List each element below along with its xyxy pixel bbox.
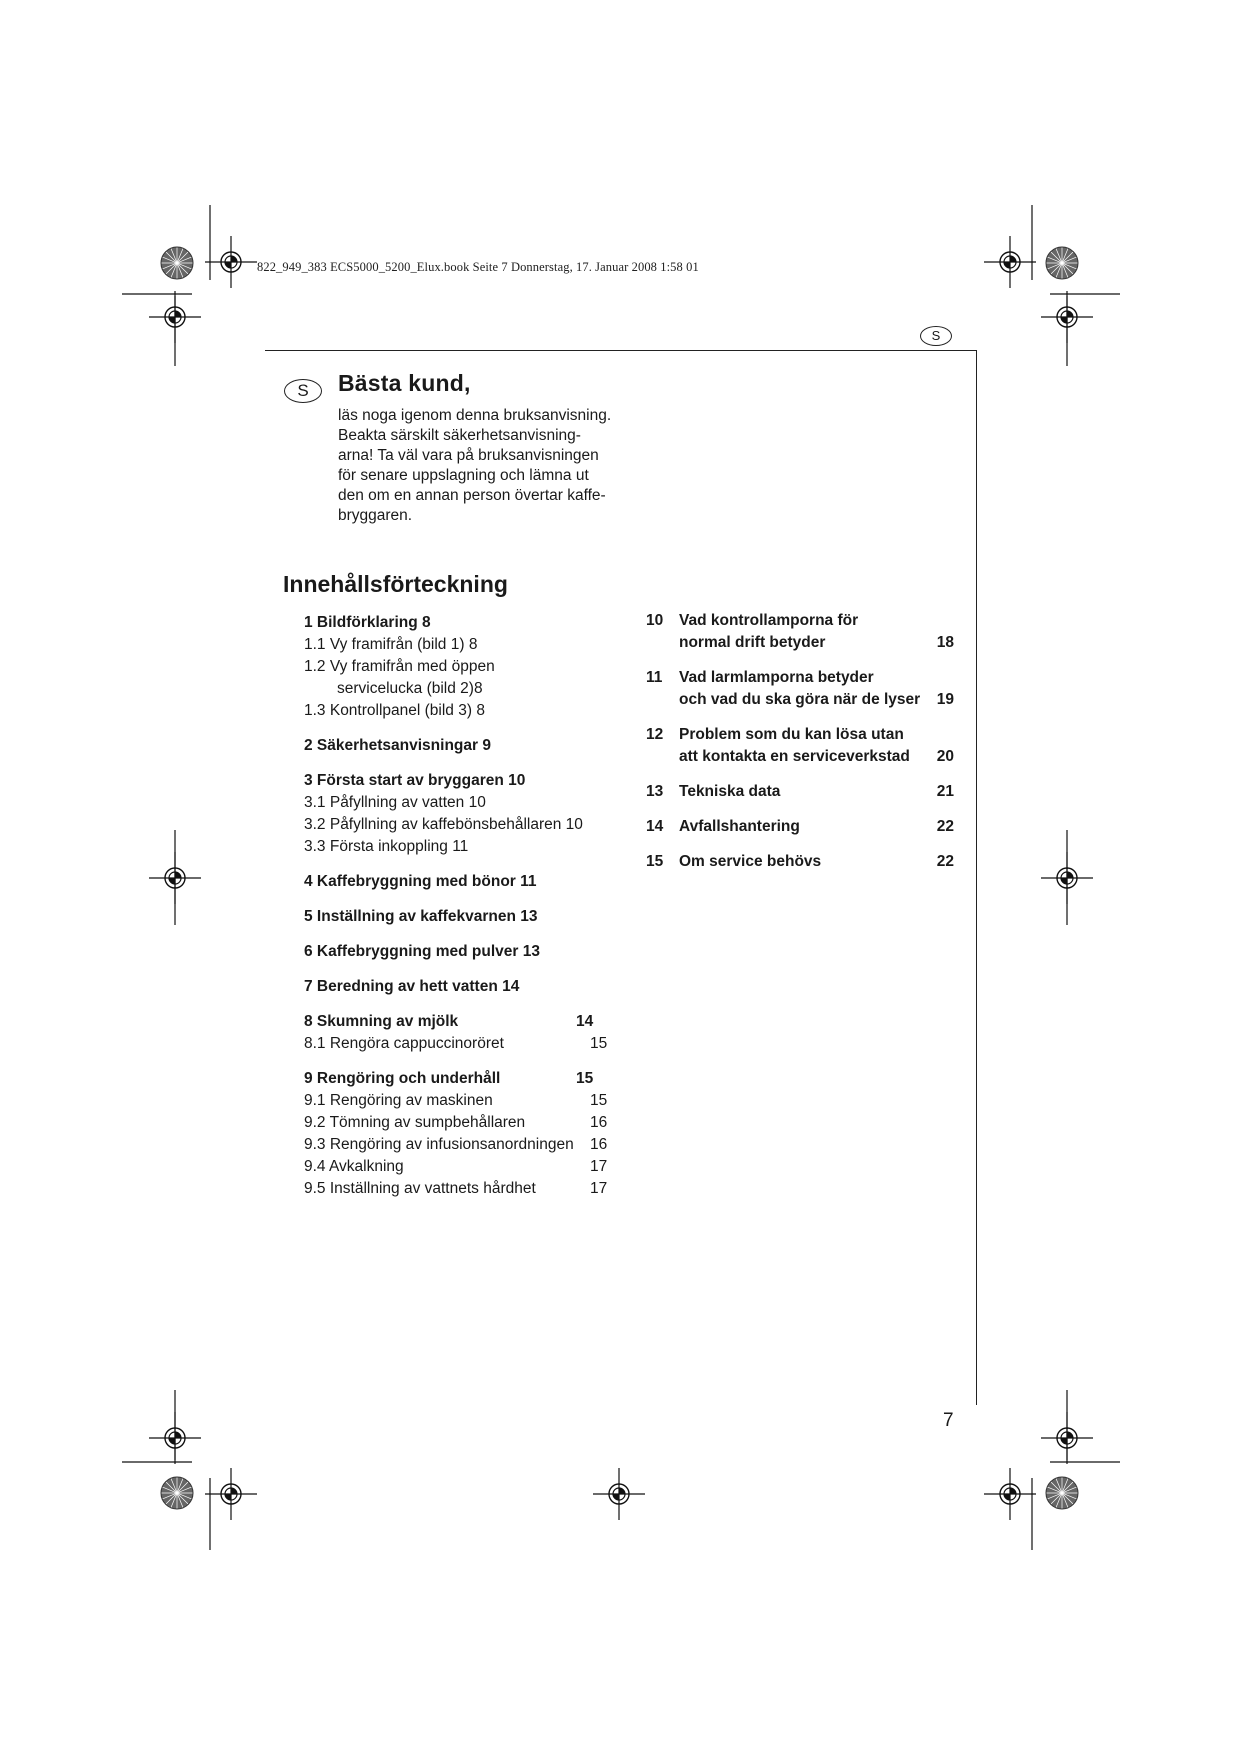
- toc-section: [304, 871, 606, 893]
- toc-entry-text: Problem som du kan lösa utan: [679, 726, 904, 743]
- toc-entry-page: 16: [590, 1114, 608, 1131]
- toc-entry-text: 9.3 Rengöring av infusionsanordningen: [304, 1136, 574, 1153]
- toc-title: Innehållsförteckning: [283, 571, 508, 597]
- toc-subsection: [304, 656, 606, 678]
- toc-entry-page: 15: [590, 1092, 608, 1109]
- toc-entry-text: 1 Bildförklaring 8: [304, 614, 431, 631]
- toc-subsection: [304, 1090, 606, 1112]
- toc-section: [304, 906, 606, 928]
- toc-subsection: [304, 634, 606, 656]
- toc-entry-text: 3.3 Första inkoppling 11: [304, 838, 469, 855]
- toc-entry-page: 17: [590, 1158, 608, 1175]
- toc-entry-page: 14: [576, 1013, 594, 1030]
- toc-entry-page: 18: [936, 634, 954, 651]
- toc-section: [304, 735, 606, 757]
- toc-entry-text: 6 Kaffebryggning med pulver 13: [304, 943, 540, 960]
- toc-entry-text: 1.1 Vy framifrån (bild 1) 8: [304, 636, 478, 653]
- toc-subsection: [304, 700, 606, 722]
- toc-entry-number: 12: [646, 726, 664, 743]
- toc-subsection: [304, 1033, 606, 1055]
- greeting-body: [338, 406, 628, 526]
- page-number: 7: [943, 1410, 954, 1431]
- toc-section: [304, 1011, 606, 1033]
- toc-entry-text: och vad du ska göra när de lyser: [679, 691, 921, 708]
- toc-entry-page: 22: [936, 818, 954, 835]
- toc-entry-text: 3.2 Påfyllning av kaffebönsbehållaren 10: [304, 816, 583, 833]
- toc-entry-text: 3 Första start av bryggaren 10: [304, 772, 526, 789]
- greeting-line: för senare uppslagning och lämna ut: [338, 467, 589, 484]
- toc-subsection: [304, 814, 606, 836]
- toc-left-column: [304, 612, 606, 1200]
- toc-subsection: [304, 678, 606, 700]
- greeting-title: Bästa kund,: [338, 370, 471, 396]
- greeting-line: bryggaren.: [338, 507, 413, 524]
- toc-entry-page: 15: [576, 1070, 594, 1087]
- toc-entry-text: att kontakta en serviceverkstad: [679, 748, 910, 765]
- toc-entry-text: 9.4 Avkalkning: [304, 1158, 404, 1175]
- greeting-line: den om en annan person övertar kaffe-: [338, 487, 606, 504]
- toc-entry-text: 1.3 Kontrollpanel (bild 3) 8: [304, 702, 485, 719]
- toc-entry-text: 3.1 Påfyllning av vatten 10: [304, 794, 486, 811]
- toc-subsection: [304, 1156, 606, 1178]
- toc-section: [304, 976, 606, 998]
- toc-entry-text: Vad larmlamporna betyder: [679, 669, 874, 686]
- toc-entry-page: 16: [590, 1136, 608, 1153]
- toc-entry-text: 9.2 Tömning av sumpbehållaren: [304, 1114, 526, 1131]
- toc-subsection: [304, 1178, 606, 1200]
- language-badge: S: [284, 379, 322, 403]
- toc-subsection: [304, 1134, 606, 1156]
- toc-entry-text: Avfallshantering: [679, 818, 800, 835]
- toc-entry-text: 9.5 Inställning av vattnets hårdhet: [304, 1180, 536, 1197]
- toc-subsection: [304, 836, 606, 858]
- toc-entry-text: 1.2 Vy framifrån med öppen: [304, 658, 495, 675]
- language-badge-top: S: [920, 326, 952, 346]
- toc-subsection: [304, 1112, 606, 1134]
- top-rule: [265, 350, 977, 351]
- toc-entry-number: 11: [646, 669, 663, 686]
- toc-entry-page: 17: [590, 1180, 608, 1197]
- toc-section: [304, 770, 606, 792]
- toc-entry-text: 8 Skumning av mjölk: [304, 1013, 459, 1030]
- toc-entry-text: servicelucka (bild 2)8: [337, 680, 483, 697]
- greeting-line: Beakta särskilt säkerhetsanvisning-: [338, 427, 581, 444]
- toc-entry-page: 19: [936, 691, 954, 708]
- toc-entry-number: 14: [646, 818, 664, 835]
- toc-entry-text: Om service behövs: [679, 853, 822, 870]
- toc-entry-text: Tekniska data: [679, 783, 781, 800]
- toc-subsection: [304, 792, 606, 814]
- toc-section: [304, 941, 606, 963]
- toc-section: [304, 612, 606, 634]
- toc-entry-text: Vad kontrollamporna för: [679, 612, 859, 629]
- toc-entry-page: 15: [590, 1035, 608, 1052]
- toc-entry-text: 9 Rengöring och underhåll: [304, 1070, 501, 1087]
- toc-entry-text: 2 Säkerhetsanvisningar 9: [304, 737, 491, 754]
- greeting-line: läs noga igenom denna bruksanvisning.: [338, 407, 612, 424]
- toc-entry-number: 15: [646, 853, 664, 870]
- toc-entry-text: 8.1 Rengöra cappuccinoröret: [304, 1035, 504, 1052]
- toc-entry-text: 9.1 Rengöring av maskinen: [304, 1092, 493, 1109]
- print-slug-header: 822_949_383 ECS5000_5200_Elux.book Seite 7 Donnerstag, 17. Januar 2008 1:58 01: [257, 260, 699, 274]
- toc-entry-number: 10: [646, 612, 664, 629]
- toc-entry-text: 7 Beredning av hett vatten 14: [304, 978, 520, 995]
- toc-section: [304, 1068, 606, 1090]
- toc-entry-page: 21: [936, 783, 954, 800]
- toc-entry-text: 5 Inställning av kaffekvarnen 13: [304, 908, 538, 925]
- toc-entry-number: 13: [646, 783, 664, 800]
- toc-entry-page: 20: [936, 748, 954, 765]
- toc-entry-text: 4 Kaffebryggning med bönor 11: [304, 873, 537, 890]
- toc-entry-text: normal drift betyder: [679, 634, 826, 651]
- toc-entry-page: 22: [936, 853, 954, 870]
- right-rule: [976, 350, 977, 1405]
- greeting-line: arna! Ta väl vara på bruksanvisningen: [338, 447, 599, 464]
